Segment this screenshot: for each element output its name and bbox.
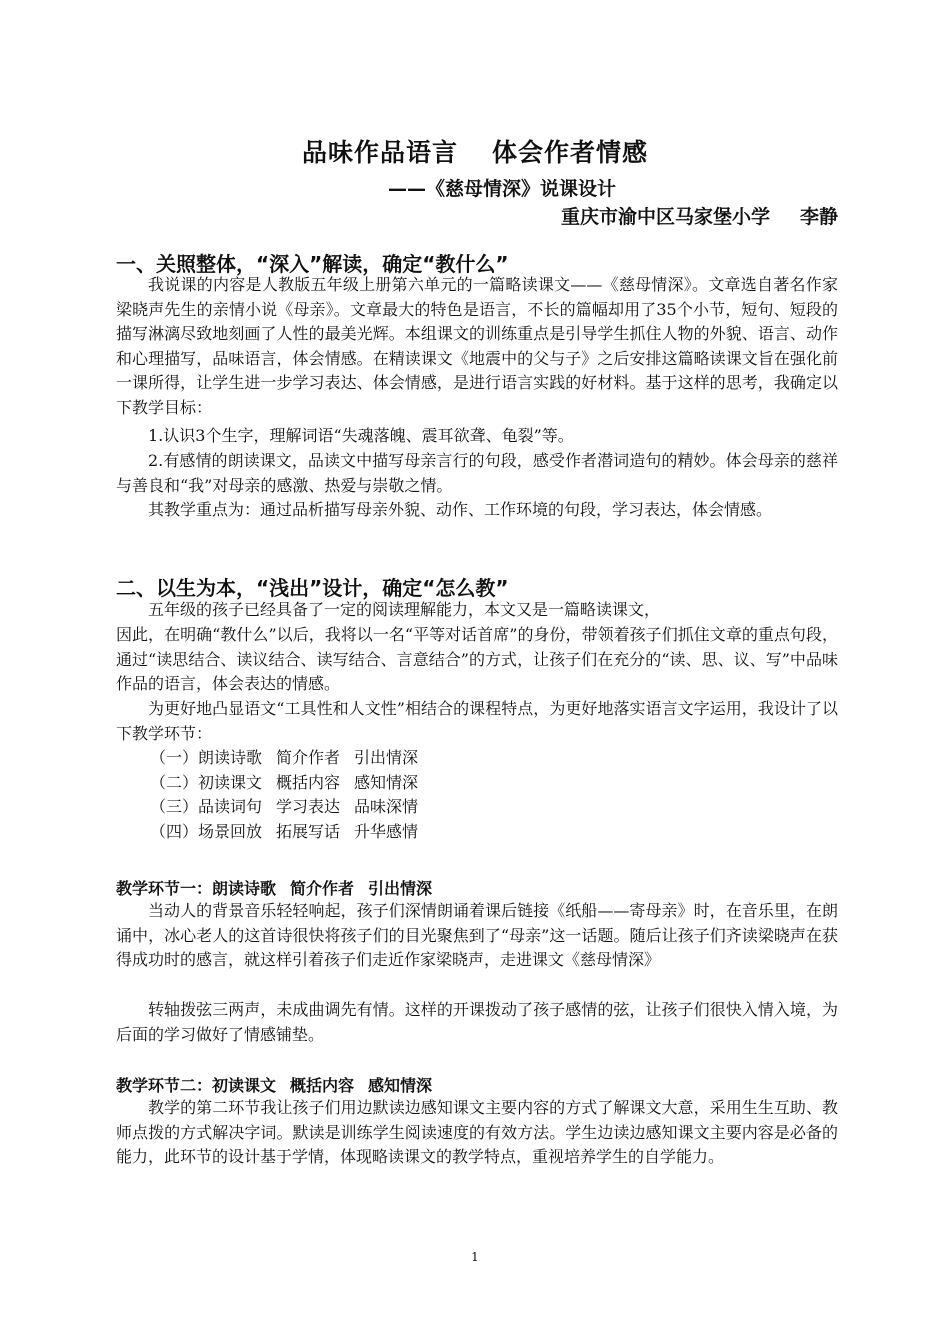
list-item: （二）初读课文 概括内容 感知情深 — [150, 772, 419, 792]
list-item: （三）品读词句 学习表达 品味深情 — [150, 797, 419, 816]
step-1-paragraph-2: 转轴拨弦三两声，未成曲调先有情。这样的开课拨动了孩子感情的弦，让孩子们很快入情入境，为后面的学习做好了情感铺垫。 — [116, 1000, 838, 1044]
teaching-goal-1: 1.认识3个生字，理解词语“失魂落魄、震耳欲聋、龟裂”等。 — [148, 426, 574, 445]
section-1-heading: 一、关照整体，“深入”解读，确定“教什么” — [116, 252, 509, 276]
section-1-paragraph-1: 我说课的内容是人教版五年级上册第六单元的一篇略读课文——《慈母情深》。文章选自著名作家梁晓声先生的亲情小说《母亲》。文章最大的特色是语言，不长的篇幅却用了35个小节，短句、短段的描写淋漓尽致地刻画了人性的最美光辉。本组课文的训练重点是引导学生抓住人物的外貌、语言、动作和心理描写，品味语言，体会情感。在精读课文《地震中的父与子》之后安排这篇略读课文旨在强化前一课所得，让学生进一步学习表达、体会情感，是进行语言实践的好材料。基于这样的思考，我确定以下教学目标： — [116, 275, 838, 417]
step-2-paragraph-1: 教学的第二环节我让孩子们用边默读边感知课文主要内容的方式了解课文大意，采用生生互助、教师点拨的方式解决字词。默读是训练学生阅读速度的有效方法。学生边读边感知课文主要内容是必备的能力，此环节的设计基于学情，体现略读课文的教学特点，重视培养学生的自学能力。 — [116, 1098, 838, 1166]
document-title — [0, 133, 950, 169]
step-1-heading: 教学环节一：朗读诗歌 简介作者 引出情深 — [116, 879, 433, 898]
list-item: （一）朗读诗歌 简介作者 引出情深 — [150, 748, 419, 767]
section-2-paragraph-1-line-1: 五年级的孩子已经具备了一定的阅读理解能力，本文又是一篇略读课文， — [148, 600, 661, 619]
teaching-focus: 其教学重点为：通过品析描写母亲外貌、动作、工作环境的句段，学习表达，体会情感。 — [148, 500, 773, 519]
step-2-heading: 教学环节二：初读课文 概括内容 感知情深 — [116, 1076, 433, 1095]
teaching-goal-2: 2.有感情的朗读课文，品读文中描写母亲言行的句段，感受作者潜词造句的精妙。体会母亲的慈祥与善良和“我”对母亲的感激、热爱与崇敬之情。 — [116, 451, 838, 495]
school-name: 重庆市渝中区马家堡小学 — [560, 206, 770, 228]
author-name: 李静 — [799, 206, 838, 228]
section-2-paragraph-1: 因此，在明确“教什么”以后，我将以一名“平等对话首席”的身份，带领着孩子们抓住文章的重点句段，通过“读思结合、读议结合、读写结合、言意结合”的方式，让孩子们在充分的“读、思、议、写”中品味作品的语言，体会表达的情感。 — [116, 625, 838, 693]
title-part-2: 体会作者情感 — [492, 138, 649, 167]
title-part-1: 品味作品语言 — [301, 138, 458, 167]
author-line — [561, 202, 838, 229]
step-1-paragraph-1: 当动人的背景音乐轻轻响起，孩子们深情朗诵着课后链接《纸船——寄母亲》时，在音乐里，在朗诵中，冰心老人的这首诗很快将孩子们的目光聚焦到了“母亲”这一话题。随后让孩子们齐读梁晓声在获得成功时的感言，就这样引着孩子们走近作家梁晓声，走进课文《慈母情深》 — [116, 901, 838, 969]
teaching-steps-list — [150, 746, 418, 844]
list-item: （四）场景回放 拓展写话 升华感情 — [150, 821, 419, 841]
section-2-heading: 二、以生为本，“浅出”设计，确定“怎么教” — [116, 576, 509, 600]
document-subtitle: ——《慈母情深》说课设计 — [388, 178, 617, 200]
section-2-paragraph-2: 为更好地凸显语文“工具性和人文性”相结合的课程特点，为更好地落实语言文字运用，我设计了以下教学环节： — [116, 699, 838, 743]
page-number: 1 — [471, 1250, 479, 1264]
